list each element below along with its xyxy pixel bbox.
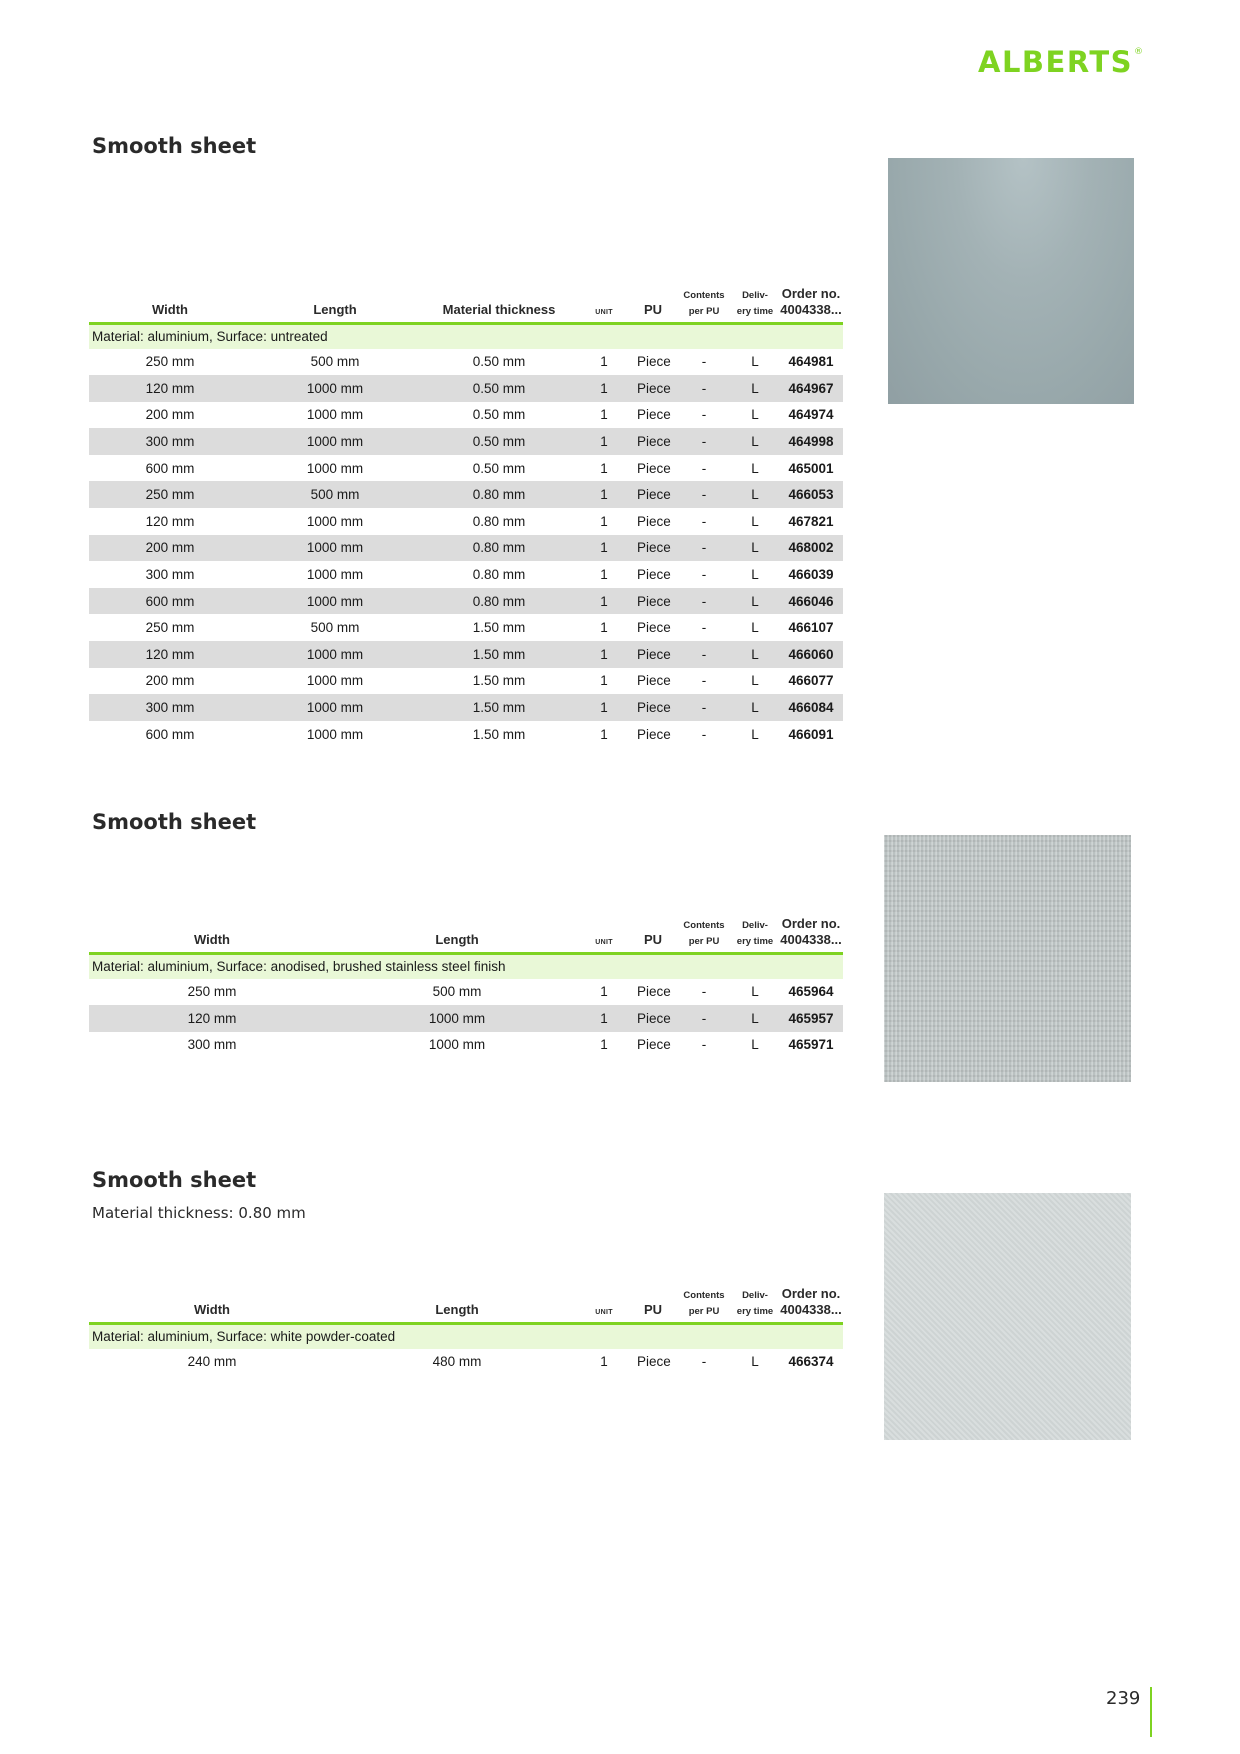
cell-contents: - xyxy=(677,588,731,615)
product-table xyxy=(89,916,843,1058)
col-pu: PU xyxy=(629,1286,677,1323)
cell-unit: 1 xyxy=(600,726,608,742)
cell-delivery: L xyxy=(731,375,779,402)
cell-length: 1000 mm xyxy=(251,428,419,455)
cell-thickness: 1.50 mm xyxy=(472,726,526,742)
cell-unit: 1 xyxy=(579,588,629,615)
cell-length: 1000 mm xyxy=(306,513,364,529)
cell-width: 300 mm xyxy=(145,567,195,583)
cell-contents: - xyxy=(701,620,707,636)
table-header xyxy=(89,286,843,323)
material-group-label: Material: aluminium, Surface: untreated xyxy=(89,323,843,349)
table-row xyxy=(89,1032,843,1059)
cell-contents: - xyxy=(677,694,731,721)
alberts-logo xyxy=(978,45,1145,79)
cell-order: 466107 xyxy=(788,620,834,636)
col-material-thickness: Material thickness xyxy=(419,286,579,323)
cell-contents: - xyxy=(677,535,731,562)
cell-pu: Piece xyxy=(629,375,677,402)
sheet-image-untreated xyxy=(888,158,1134,404)
table-row xyxy=(89,588,843,615)
material-group-row xyxy=(89,1323,843,1349)
col-contents-line1: Contents xyxy=(683,920,725,931)
table-row xyxy=(89,641,843,668)
col-contents xyxy=(677,1286,731,1323)
product-table xyxy=(89,1286,843,1375)
col-order-line2: 4004338... xyxy=(780,302,842,318)
col-order-line2: 4004338... xyxy=(780,1302,842,1318)
cell-order: 465971 xyxy=(788,1037,834,1053)
table-row xyxy=(89,1005,843,1032)
cell-unit: 1 xyxy=(600,1037,608,1053)
cell-pu: Piece xyxy=(629,481,677,508)
col-unit xyxy=(579,916,629,953)
cell-order: 465964 xyxy=(788,984,834,1000)
col-delivery-line1: Deliv- xyxy=(742,290,768,301)
material-group-label: Material: aluminium, Surface: white powder-coated xyxy=(89,1323,843,1349)
cell-thickness: 1.50 mm xyxy=(419,694,579,721)
cell-contents: - xyxy=(701,984,707,1000)
col-unit-label: UNIT xyxy=(595,1309,613,1317)
cell-length: 1000 mm xyxy=(251,588,419,615)
cell-width: 600 mm xyxy=(145,460,195,476)
col-length: Length xyxy=(335,916,579,953)
cell-width: 300 mm xyxy=(187,1037,237,1053)
cell-unit: 1 xyxy=(579,481,629,508)
cell-length: 1000 mm xyxy=(428,1037,486,1053)
cell-delivery: L xyxy=(751,673,759,689)
cell-unit: 1 xyxy=(600,513,608,529)
cell-delivery: L xyxy=(731,1005,779,1032)
cell-width: 200 mm xyxy=(89,535,251,562)
cell-contents: - xyxy=(701,460,707,476)
cell-pu: Piece xyxy=(629,694,677,721)
cell-delivery: L xyxy=(751,984,759,1000)
col-unit xyxy=(579,286,629,323)
col-pu: PU xyxy=(629,916,677,953)
table-row xyxy=(89,668,843,695)
cell-unit: 1 xyxy=(600,620,608,636)
cell-pu: Piece xyxy=(637,513,671,529)
cell-pu: Piece xyxy=(637,460,671,476)
cell-order: 466053 xyxy=(779,481,843,508)
section-title: Smooth sheet xyxy=(92,810,257,834)
cell-pu: Piece xyxy=(637,1354,671,1370)
cell-width: 250 mm xyxy=(145,620,195,636)
table-row xyxy=(89,535,843,562)
cell-thickness: 0.50 mm xyxy=(419,375,579,402)
col-delivery-line1: Deliv- xyxy=(742,920,768,931)
table-row xyxy=(89,694,843,721)
cell-delivery: L xyxy=(751,1354,759,1370)
cell-pu: Piece xyxy=(637,984,671,1000)
cell-contents: - xyxy=(677,428,731,455)
col-unit-label: UNIT xyxy=(595,939,613,947)
cell-pu: Piece xyxy=(629,641,677,668)
logo-text: ALBERTS xyxy=(978,45,1134,79)
cell-length: 500 mm xyxy=(432,984,482,1000)
cell-order: 464998 xyxy=(779,428,843,455)
cell-unit: 1 xyxy=(579,1005,629,1032)
cell-width: 250 mm xyxy=(187,984,237,1000)
cell-pu: Piece xyxy=(629,428,677,455)
cell-delivery: L xyxy=(751,567,759,583)
cell-thickness: 1.50 mm xyxy=(472,673,526,689)
cell-delivery: L xyxy=(751,407,759,423)
cell-order: 466374 xyxy=(788,1354,834,1370)
col-unit xyxy=(579,1286,629,1323)
cell-delivery: L xyxy=(751,620,759,636)
cell-thickness: 0.80 mm xyxy=(419,588,579,615)
cell-length: 500 mm xyxy=(310,620,360,636)
cell-pu: Piece xyxy=(637,1037,671,1053)
col-delivery xyxy=(731,1286,779,1323)
cell-width: 250 mm xyxy=(145,354,195,370)
cell-order: 466084 xyxy=(779,694,843,721)
page-number: 239 xyxy=(1106,1688,1141,1709)
col-length: Length xyxy=(335,1286,579,1323)
cell-order: 466046 xyxy=(779,588,843,615)
table-header xyxy=(89,916,843,953)
cell-width: 120 mm xyxy=(89,1005,335,1032)
cell-width: 120 mm xyxy=(89,641,251,668)
col-delivery-line1: Deliv- xyxy=(742,1290,768,1301)
cell-unit: 1 xyxy=(579,375,629,402)
cell-length: 1000 mm xyxy=(306,460,364,476)
cell-order: 465001 xyxy=(788,460,834,476)
table-row xyxy=(89,561,843,588)
table-row xyxy=(89,455,843,482)
cell-width: 120 mm xyxy=(145,513,195,529)
cell-unit: 1 xyxy=(600,407,608,423)
col-pu: PU xyxy=(629,286,677,323)
cell-contents: - xyxy=(677,375,731,402)
cell-pu: Piece xyxy=(629,588,677,615)
table-row xyxy=(89,428,843,455)
cell-pu: Piece xyxy=(637,620,671,636)
cell-order: 464974 xyxy=(788,407,834,423)
cell-order: 466039 xyxy=(788,567,834,583)
cell-unit: 1 xyxy=(600,673,608,689)
cell-width: 200 mm xyxy=(145,407,195,423)
cell-thickness: 1.50 mm xyxy=(419,641,579,668)
cell-contents: - xyxy=(701,354,707,370)
cell-pu: Piece xyxy=(637,673,671,689)
cell-unit: 1 xyxy=(579,694,629,721)
cell-delivery: L xyxy=(731,588,779,615)
cell-thickness: 0.80 mm xyxy=(472,513,526,529)
cell-contents: - xyxy=(701,567,707,583)
table-row xyxy=(89,375,843,402)
cell-delivery: L xyxy=(731,694,779,721)
material-group-row xyxy=(89,323,843,349)
cell-order: 465957 xyxy=(779,1005,843,1032)
page-number-bar xyxy=(1150,1687,1152,1737)
section-title: Smooth sheet xyxy=(92,134,257,158)
cell-length: 1000 mm xyxy=(306,407,364,423)
table-row xyxy=(89,349,843,376)
col-width: Width xyxy=(89,916,335,953)
cell-unit: 1 xyxy=(600,567,608,583)
cell-pu: Piece xyxy=(637,354,671,370)
cell-length: 1000 mm xyxy=(251,694,419,721)
cell-delivery: L xyxy=(731,481,779,508)
cell-contents: - xyxy=(701,407,707,423)
cell-pu: Piece xyxy=(629,535,677,562)
cell-thickness: 0.50 mm xyxy=(419,428,579,455)
section-subtitle: Material thickness: 0.80 mm xyxy=(92,1204,306,1222)
cell-delivery: L xyxy=(751,354,759,370)
cell-thickness: 0.50 mm xyxy=(472,407,526,423)
cell-thickness: 0.50 mm xyxy=(472,354,526,370)
cell-contents: - xyxy=(701,1037,707,1053)
cell-unit: 1 xyxy=(600,460,608,476)
cell-width: 300 mm xyxy=(89,428,251,455)
cell-width: 120 mm xyxy=(89,375,251,402)
cell-delivery: L xyxy=(751,1037,759,1053)
col-order-no xyxy=(779,916,843,953)
cell-thickness: 0.80 mm xyxy=(419,535,579,562)
cell-thickness: 0.80 mm xyxy=(472,567,526,583)
cell-unit: 1 xyxy=(579,535,629,562)
cell-contents: - xyxy=(701,673,707,689)
cell-unit: 1 xyxy=(579,641,629,668)
cell-pu: Piece xyxy=(637,726,671,742)
cell-contents: - xyxy=(701,513,707,529)
col-contents-line1: Contents xyxy=(683,290,725,301)
col-order-no xyxy=(779,286,843,323)
cell-delivery: L xyxy=(751,513,759,529)
cell-length: 1000 mm xyxy=(251,535,419,562)
section-title: Smooth sheet xyxy=(92,1168,257,1192)
col-length: Length xyxy=(251,286,419,323)
table-row xyxy=(89,1349,843,1376)
cell-order: 468002 xyxy=(779,535,843,562)
registered-mark: ® xyxy=(1134,47,1145,57)
col-delivery-line2: ery time xyxy=(736,306,774,318)
cell-length: 1000 mm xyxy=(335,1005,579,1032)
table-header xyxy=(89,1286,843,1323)
table-row xyxy=(89,721,843,748)
product-table xyxy=(89,286,843,747)
col-contents xyxy=(677,916,731,953)
cell-contents: - xyxy=(701,1354,707,1370)
col-contents xyxy=(677,286,731,323)
col-order-line1: Order no. xyxy=(781,1286,841,1301)
col-delivery xyxy=(731,286,779,323)
cell-delivery: L xyxy=(751,726,759,742)
cell-delivery: L xyxy=(731,535,779,562)
cell-length: 1000 mm xyxy=(251,641,419,668)
col-contents-line1: Contents xyxy=(683,1290,725,1301)
sheet-image-powder-coated xyxy=(884,1193,1131,1440)
cell-width: 250 mm xyxy=(89,481,251,508)
col-order-no xyxy=(779,1286,843,1323)
cell-contents: - xyxy=(677,1005,731,1032)
col-order-line1: Order no. xyxy=(781,286,841,301)
col-delivery-line2: ery time xyxy=(736,936,774,948)
table-row xyxy=(89,614,843,641)
cell-length: 1000 mm xyxy=(306,673,364,689)
cell-order: 464967 xyxy=(779,375,843,402)
cell-length: 500 mm xyxy=(310,354,360,370)
cell-order: 466060 xyxy=(779,641,843,668)
col-contents-line2: per PU xyxy=(688,936,720,948)
col-contents-line2: per PU xyxy=(688,306,720,318)
cell-unit: 1 xyxy=(600,984,608,1000)
cell-length: 1000 mm xyxy=(306,726,364,742)
cell-thickness: 0.50 mm xyxy=(472,460,526,476)
material-group-label: Material: aluminium, Surface: anodised, brushed stainless steel finish xyxy=(89,953,843,979)
table-row xyxy=(89,979,843,1006)
cell-width: 240 mm xyxy=(187,1354,237,1370)
cell-contents: - xyxy=(701,726,707,742)
cell-thickness: 1.50 mm xyxy=(472,620,526,636)
col-unit-label: UNIT xyxy=(595,309,613,317)
cell-order: 466077 xyxy=(788,673,834,689)
cell-contents: - xyxy=(677,481,731,508)
table-row xyxy=(89,481,843,508)
cell-pu: Piece xyxy=(629,1005,677,1032)
cell-delivery: L xyxy=(731,641,779,668)
cell-order: 467821 xyxy=(788,513,834,529)
cell-unit: 1 xyxy=(600,1354,608,1370)
col-delivery xyxy=(731,916,779,953)
col-width: Width xyxy=(89,286,251,323)
col-contents-line2: per PU xyxy=(688,1306,720,1318)
cell-unit: 1 xyxy=(600,354,608,370)
cell-thickness: 0.80 mm xyxy=(419,481,579,508)
cell-unit: 1 xyxy=(579,428,629,455)
cell-length: 500 mm xyxy=(251,481,419,508)
col-order-line2: 4004338... xyxy=(780,932,842,948)
cell-order: 466091 xyxy=(788,726,834,742)
cell-contents: - xyxy=(677,641,731,668)
col-width: Width xyxy=(89,1286,335,1323)
cell-order: 464981 xyxy=(788,354,834,370)
cell-delivery: L xyxy=(731,428,779,455)
material-group-row xyxy=(89,953,843,979)
col-order-line1: Order no. xyxy=(781,916,841,931)
cell-length: 1000 mm xyxy=(251,375,419,402)
cell-width: 600 mm xyxy=(145,726,195,742)
cell-pu: Piece xyxy=(637,567,671,583)
cell-width: 600 mm xyxy=(89,588,251,615)
col-delivery-line2: ery time xyxy=(736,1306,774,1318)
cell-width: 200 mm xyxy=(145,673,195,689)
sheet-image-brushed xyxy=(884,835,1131,1082)
cell-delivery: L xyxy=(751,460,759,476)
table-row xyxy=(89,402,843,429)
table-row xyxy=(89,508,843,535)
cell-pu: Piece xyxy=(637,407,671,423)
cell-length: 1000 mm xyxy=(306,567,364,583)
cell-width: 300 mm xyxy=(89,694,251,721)
cell-length: 480 mm xyxy=(432,1354,482,1370)
